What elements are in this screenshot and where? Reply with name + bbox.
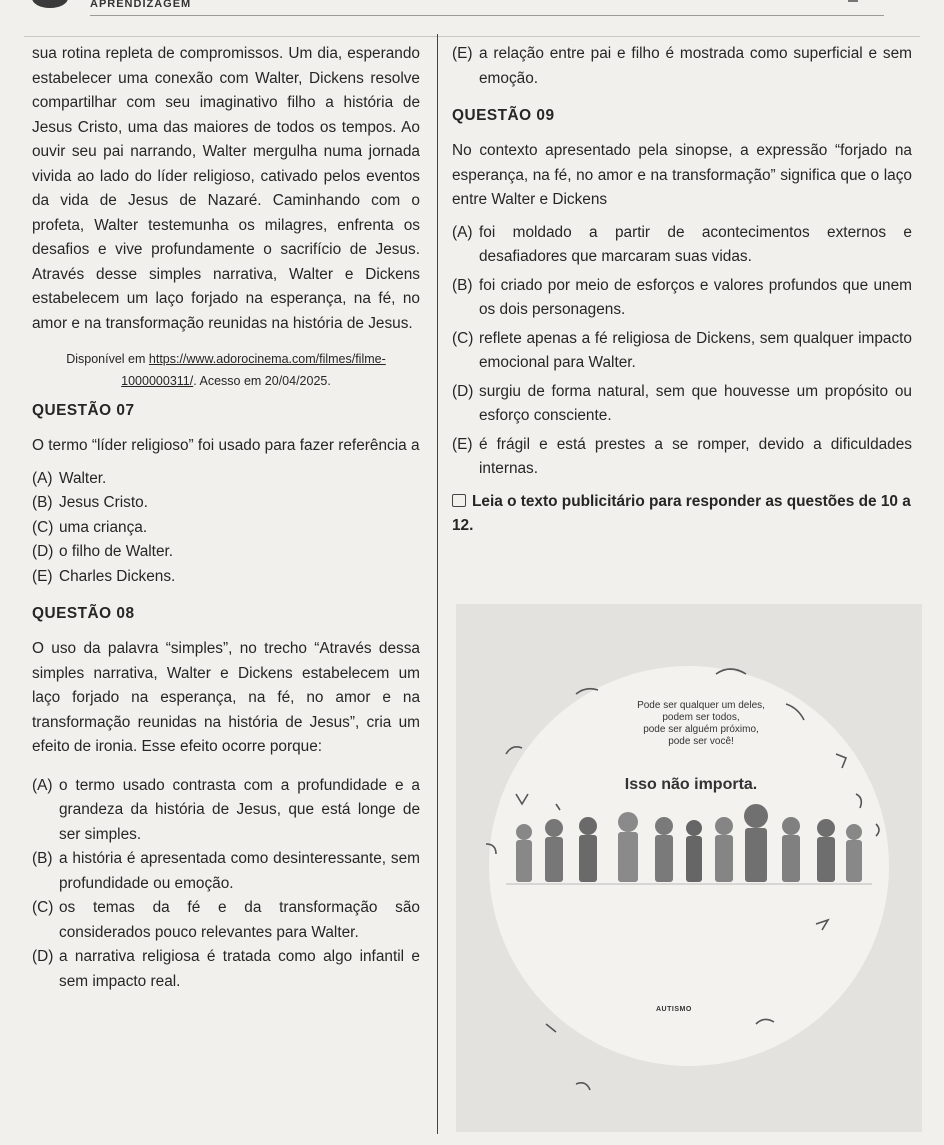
option-letter: (B) <box>32 850 53 867</box>
q08-option-b[interactable] <box>32 847 420 896</box>
right-column <box>452 42 912 549</box>
ad-illustration <box>456 604 922 1132</box>
option-text: a relação entre pai e filho é mostrada como superficial e sem emoção. <box>479 45 912 87</box>
reading-instruction <box>452 490 912 539</box>
column-divider <box>437 34 438 1134</box>
ad-line-3: pode ser alguém próximo, <box>643 724 759 735</box>
option-text: surgiu de forma natural, sem que houvesse um propósito ou esforço consciente. <box>479 382 912 424</box>
ad-line-2: podem ser todos, <box>662 712 740 723</box>
q07-option-b[interactable] <box>32 491 420 516</box>
ad-line-4: pode ser você! <box>668 736 734 747</box>
q07-title: QUESTÃO 07 <box>32 402 135 419</box>
q08-stem: O uso da palavra “simples”, no trecho “Através dessa simples narrativa, Walter e Dickens estabelecem um laço forjado na esperança, na fé, no amor e na transformação reunidas na história de Jesus”, cria um efeito de ironia. Esse efeito ocorre porque: <box>32 640 420 755</box>
ad-brand: AUTISMO <box>656 1006 692 1013</box>
q07-option-a[interactable] <box>32 467 420 492</box>
source-suffix: . Acesso em 20/04/2025. <box>193 374 331 388</box>
q09-stem: No contexto apresentado pela sinopse, a expressão “forjado na esperança, na fé, no amor e na transformação” significa que o laço entre Walter e Dickens <box>452 142 912 208</box>
q07-option-d[interactable] <box>32 540 420 565</box>
q08-option-d[interactable] <box>32 945 420 994</box>
option-letter: (B) <box>32 494 53 511</box>
page-header <box>0 0 944 22</box>
synopsis-text: sua rotina repleta de compromissos. Um dia, esperando estabelecer uma conexão com Walter, Dickens resolve compartilhar com seu imaginativo filho a história de Jesus Cristo, uma das maiores de todos os tempos. Ao ouvir seu pai narrando, Walter mergulha numa jornada vivida ao lado do líder religioso, cativado pelos eventos da vida de Jesus de Nazaré. Caminhando com o profeta, Walter testemunha os milagres, enfrenta os desafios e vive profundamente o sacrifício de Jesus. Através desse simples narrativa, Walter e Dickens estabelecem um laço forjado na esperança, na fé, no amor e na transformação reunidas na história de Jesus. <box>32 45 420 332</box>
ad-headline: Isso não importa. <box>624 776 758 793</box>
option-letter: (C) <box>32 899 54 916</box>
q07-stem: O termo “líder religioso” foi usado para fazer referência a <box>32 437 420 454</box>
q08-option-a[interactable] <box>32 774 420 848</box>
option-letter: (D) <box>32 948 54 965</box>
option-text: a história é apresentada como desinteressante, sem profundidade ou emoção. <box>59 850 420 892</box>
option-text: foi criado por meio de esforços e valores profundos que unem os dois personagens. <box>479 276 912 318</box>
option-letter: (E) <box>452 45 473 62</box>
q09-title: QUESTÃO 09 <box>452 107 555 124</box>
q08-options <box>32 774 420 995</box>
ad-image <box>456 604 922 1132</box>
q09-option-e[interactable] <box>452 433 912 482</box>
book-icon <box>452 494 466 507</box>
option-text: os temas da fé e da transformação são considerados pouco relevantes para Walter. <box>59 899 420 941</box>
header-mark <box>848 0 858 2</box>
option-letter: (D) <box>452 382 474 400</box>
q09-option-c[interactable] <box>452 327 912 376</box>
option-letter: (C) <box>32 518 54 536</box>
option-letter: (E) <box>452 435 473 453</box>
ad-line-1: Pode ser qualquer um deles, <box>637 700 765 711</box>
option-text: uma criança. <box>59 518 148 536</box>
option-text: Jesus Cristo. <box>59 494 148 511</box>
logo-swoosh-icon <box>28 0 80 12</box>
top-rule <box>24 36 920 37</box>
option-text: Walter. <box>59 469 107 487</box>
q08-options-continued <box>452 42 912 91</box>
option-text: foi moldado a partir de acontecimentos externos e desafiadores que marcaram suas vidas. <box>479 223 912 265</box>
q09-options <box>452 221 912 482</box>
q07-option-e[interactable] <box>32 565 420 590</box>
instruction-text: Leia o texto publicitário para responder as questões de 10 a 12. <box>452 492 911 534</box>
option-text: o termo usado contrasta com a profundidade e a grandeza da história de Jesus, que está longe de ser simples. <box>59 776 420 843</box>
option-letter: (A) <box>452 223 473 241</box>
option-letter: (E) <box>32 567 53 585</box>
q08-option-c[interactable] <box>32 896 420 945</box>
option-text: Charles Dickens. <box>59 567 176 585</box>
option-text: o filho de Walter. <box>59 543 174 560</box>
option-letter: (B) <box>452 276 473 294</box>
source-link[interactable]: https://www.adorocinema.com/filmes/filme-1000000311/ <box>121 352 386 388</box>
option-text: a narrativa religiosa é tratada como algo infantil e sem impacto real. <box>59 948 420 990</box>
source-prefix: Disponível em <box>66 352 149 366</box>
header-rule <box>90 15 884 16</box>
q08-title: QUESTÃO 08 <box>32 605 135 622</box>
q09-option-d[interactable] <box>452 380 912 429</box>
source-citation <box>32 348 420 392</box>
q08-option-e[interactable] <box>452 42 912 91</box>
q07-option-c[interactable] <box>32 516 420 541</box>
q07-options <box>32 467 420 590</box>
option-text: é frágil e está prestes a se romper, devido a dificuldades internas. <box>479 435 912 477</box>
q09-option-a[interactable] <box>452 221 912 270</box>
option-letter: (D) <box>32 543 54 560</box>
left-column <box>32 42 420 994</box>
option-text: reflete apenas a fé religiosa de Dickens, sem qualquer impacto emocional para Walter. <box>479 329 912 371</box>
option-letter: (A) <box>32 469 53 487</box>
option-letter: (A) <box>32 776 53 794</box>
option-letter: (C) <box>452 329 474 347</box>
ad-tagline <box>601 700 801 748</box>
q09-option-b[interactable] <box>452 274 912 323</box>
section-label: APRENDIZAGEM <box>90 0 192 10</box>
